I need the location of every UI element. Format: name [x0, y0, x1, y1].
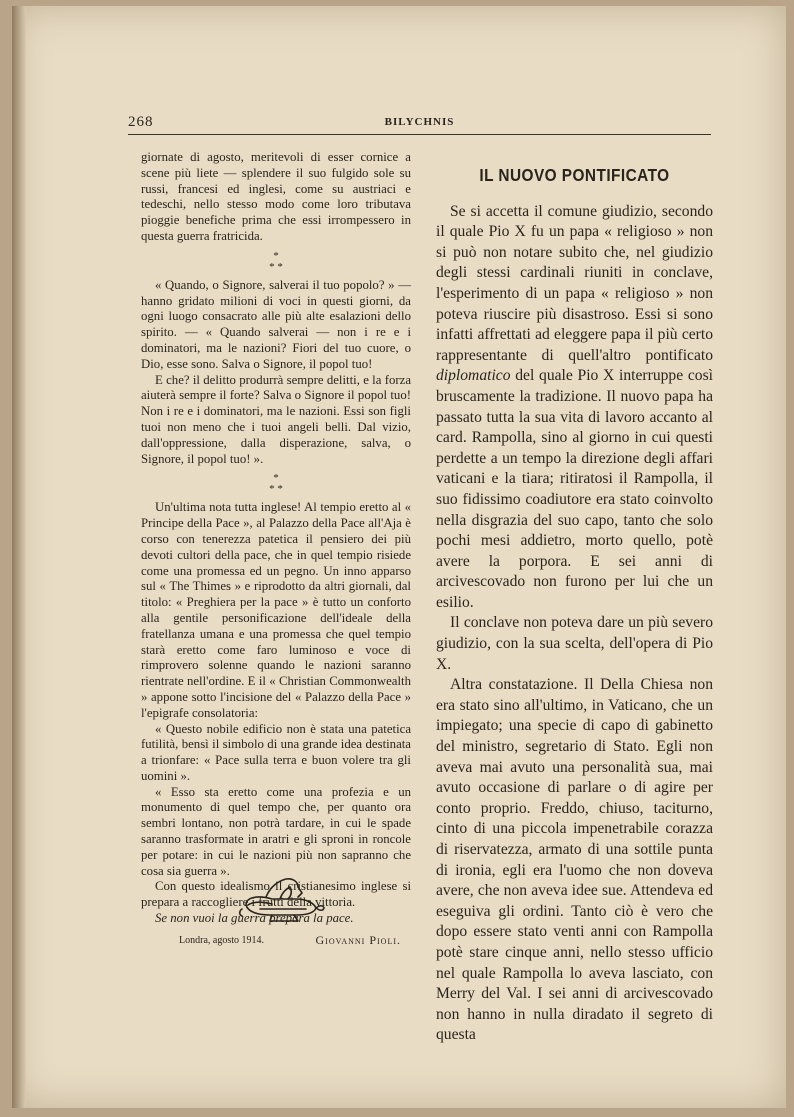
left-column [141, 150, 411, 949]
quote-paragraph-2: « Esso sta eretto come una profezia e un monumento di quel tempo che, per quanto ora sembri lontano, non potrà tardare, in cui le spade saranno trasformate in aratri e gli sproni in roncole per potare: in cui le nazioni più non sapranno che cosa sia guerra ». [141, 784, 411, 878]
oil-lamp-ornament-icon [236, 875, 326, 925]
author-signature: Giovanni Pioli. [315, 932, 401, 947]
running-header [128, 110, 711, 135]
intro-paragraph: giornate di agosto, meritevoli di esser cornice a scene più liete — splendere il suo fulgido sole su russi, francesi ed inglesi, come su austriaci e tedeschi, nello stesso modo come loro tributava pioggie benefiche prima che essi irrompessero in questa guerra fratricida. [141, 150, 411, 243]
note-paragraph: Un'ultima nota tutta inglese! Al tempio eretto al « Principe della Pace », al Palazzo della Pace all'Aja è corso con tenerezza patetica il pensiero dei più devoti cultori della pace, che in quel tempio risiede come una promessa ed un pegno. Un inno apparso sul « The Thimes » e riprodotto da altri giornali, dal titolo: « Preghiera per la pace » è tutto un conforto alla gentile personificazione dell'ideale della fratellanza umana e una promessa che quel tempio starà eretto come faro luminoso e voce di rimprovero solenne quando le nazioni saranno rientrate nell'ordine. E il « Christian Commonwealth » appone sotto l'incisione del « Palazzo della Pace » l'epigrafe consolatoria: [141, 500, 411, 720]
paragraph-text: Se si accetta il comune giudizio, secondo il quale Pio X fu un papa « religioso » non si può non notare subito che, nel giudizio degli stessi cardinali riuniti in conclave, l'esperimento di un papa « religioso » non poteva riuscire più disastroso. Essi si sono infatti affrettati ad eleggere papa il più certo rappresentante di quell'altro pontificato [436, 202, 713, 364]
asterism-divider: * * * [269, 472, 283, 496]
article-title: IL NUOVO PONTIFICATO [479, 165, 670, 185]
article-paragraph-3: Altra constatazione. Il Della Chiesa non era stato sino all'ultimo, in Vaticano, che un impiegato; una specie di capo di gabinetto del ministro, segretario di Stato. Egli non aveva mai avuto una personalità sua, mai avuto occasione di parlare o di agire per conto proprio. Freddo, chiuso, taciturno, cinto di una piccola impenetrabile corazza di riservatezza, armato di una sottile punta di ironia, egli era l'uomo che non doveva avere, che non aveva idee sue. Attendeva ed eseguiva gli ordini. Tanto ciò è vero che dopo essere stato venti anni con Rampolla potè stare cinque anni, nello stesso ufficio nel quale Rampolla lo aveva lasciato, con Merry del Val. I sei anni di arcivescovado non hanno in nulla diradato il segreto di questa [436, 676, 713, 1044]
article-paragraph-2: Il conclave non poteva dare un più severo giudizio, con la sua scelta, dell'opera di Pio X. [436, 614, 713, 673]
page-number: 268 [128, 114, 154, 130]
prayer-paragraph-1: « Quando, o Signore, salverai il tuo popolo? » — hanno gridato milioni di voci in questi giorni, da ogni luogo consacrato alle più alte esalazioni dello spirito. — « Quando salverai — non i re e i dominatori, ma le nazioni? Fiori del tuo cuore, o Dio, esse sono. Salva o Signore, il popol tuo! [141, 277, 411, 371]
emphasis-word: diplomatico [436, 367, 511, 385]
prayer-paragraph-2: E che? il delitto produrrà sempre delitti, e la forza aiuterà sempre il forte? Salva o Signore il popol tuo! Non i re e i dominatori, ma le nazioni. Essi son figli tuoi non meno che i tuoi angeli belli. Dal vizio, dall'oppressione, dalla disperazione, salva, o Signore, il popol tuo! ». [141, 372, 411, 466]
asterism-divider: * * * [269, 249, 283, 273]
right-column [436, 165, 713, 1046]
running-title: BILYCHNIS [384, 116, 455, 128]
conclusion-paragraph: Con questo idealismo il cristianesimo inglese si prepara a raccogliere i frutti della vittoria. [141, 879, 411, 910]
article-paragraph-1 [436, 202, 713, 614]
closing-motto: Se non vuoi la guerra prepara la pace. [155, 911, 354, 926]
dateline: Londra, agosto 1914. [179, 934, 264, 946]
signoff [141, 929, 411, 949]
quote-paragraph-1: « Questo nobile edificio non è stata una patetica futilità, bensì il simbolo di una grande idea destinata a trionfare: « Pace sulla terra e buon volere tra gli uomini ». [141, 721, 411, 783]
paragraph-text: del quale Pio X interruppe così bruscamente la tradizione. Il nuovo papa ha passato tutta la sua vita di lavoro accanto al card. Rampolla, sino al giorno in cui questi perdette a un tempo la direzione degli affari vaticani e la tiara; ritiratosi il Rampolla, il suo fidissimo coadiutore era stato coinvolto nella disgrazia del suo capo, tanto che solo pochi mesi addietro, morto quello, potè avere la porpora. E sei anni di arcivescovado non furono per lui che un esilio. [436, 367, 713, 611]
page-spine [12, 6, 26, 1108]
